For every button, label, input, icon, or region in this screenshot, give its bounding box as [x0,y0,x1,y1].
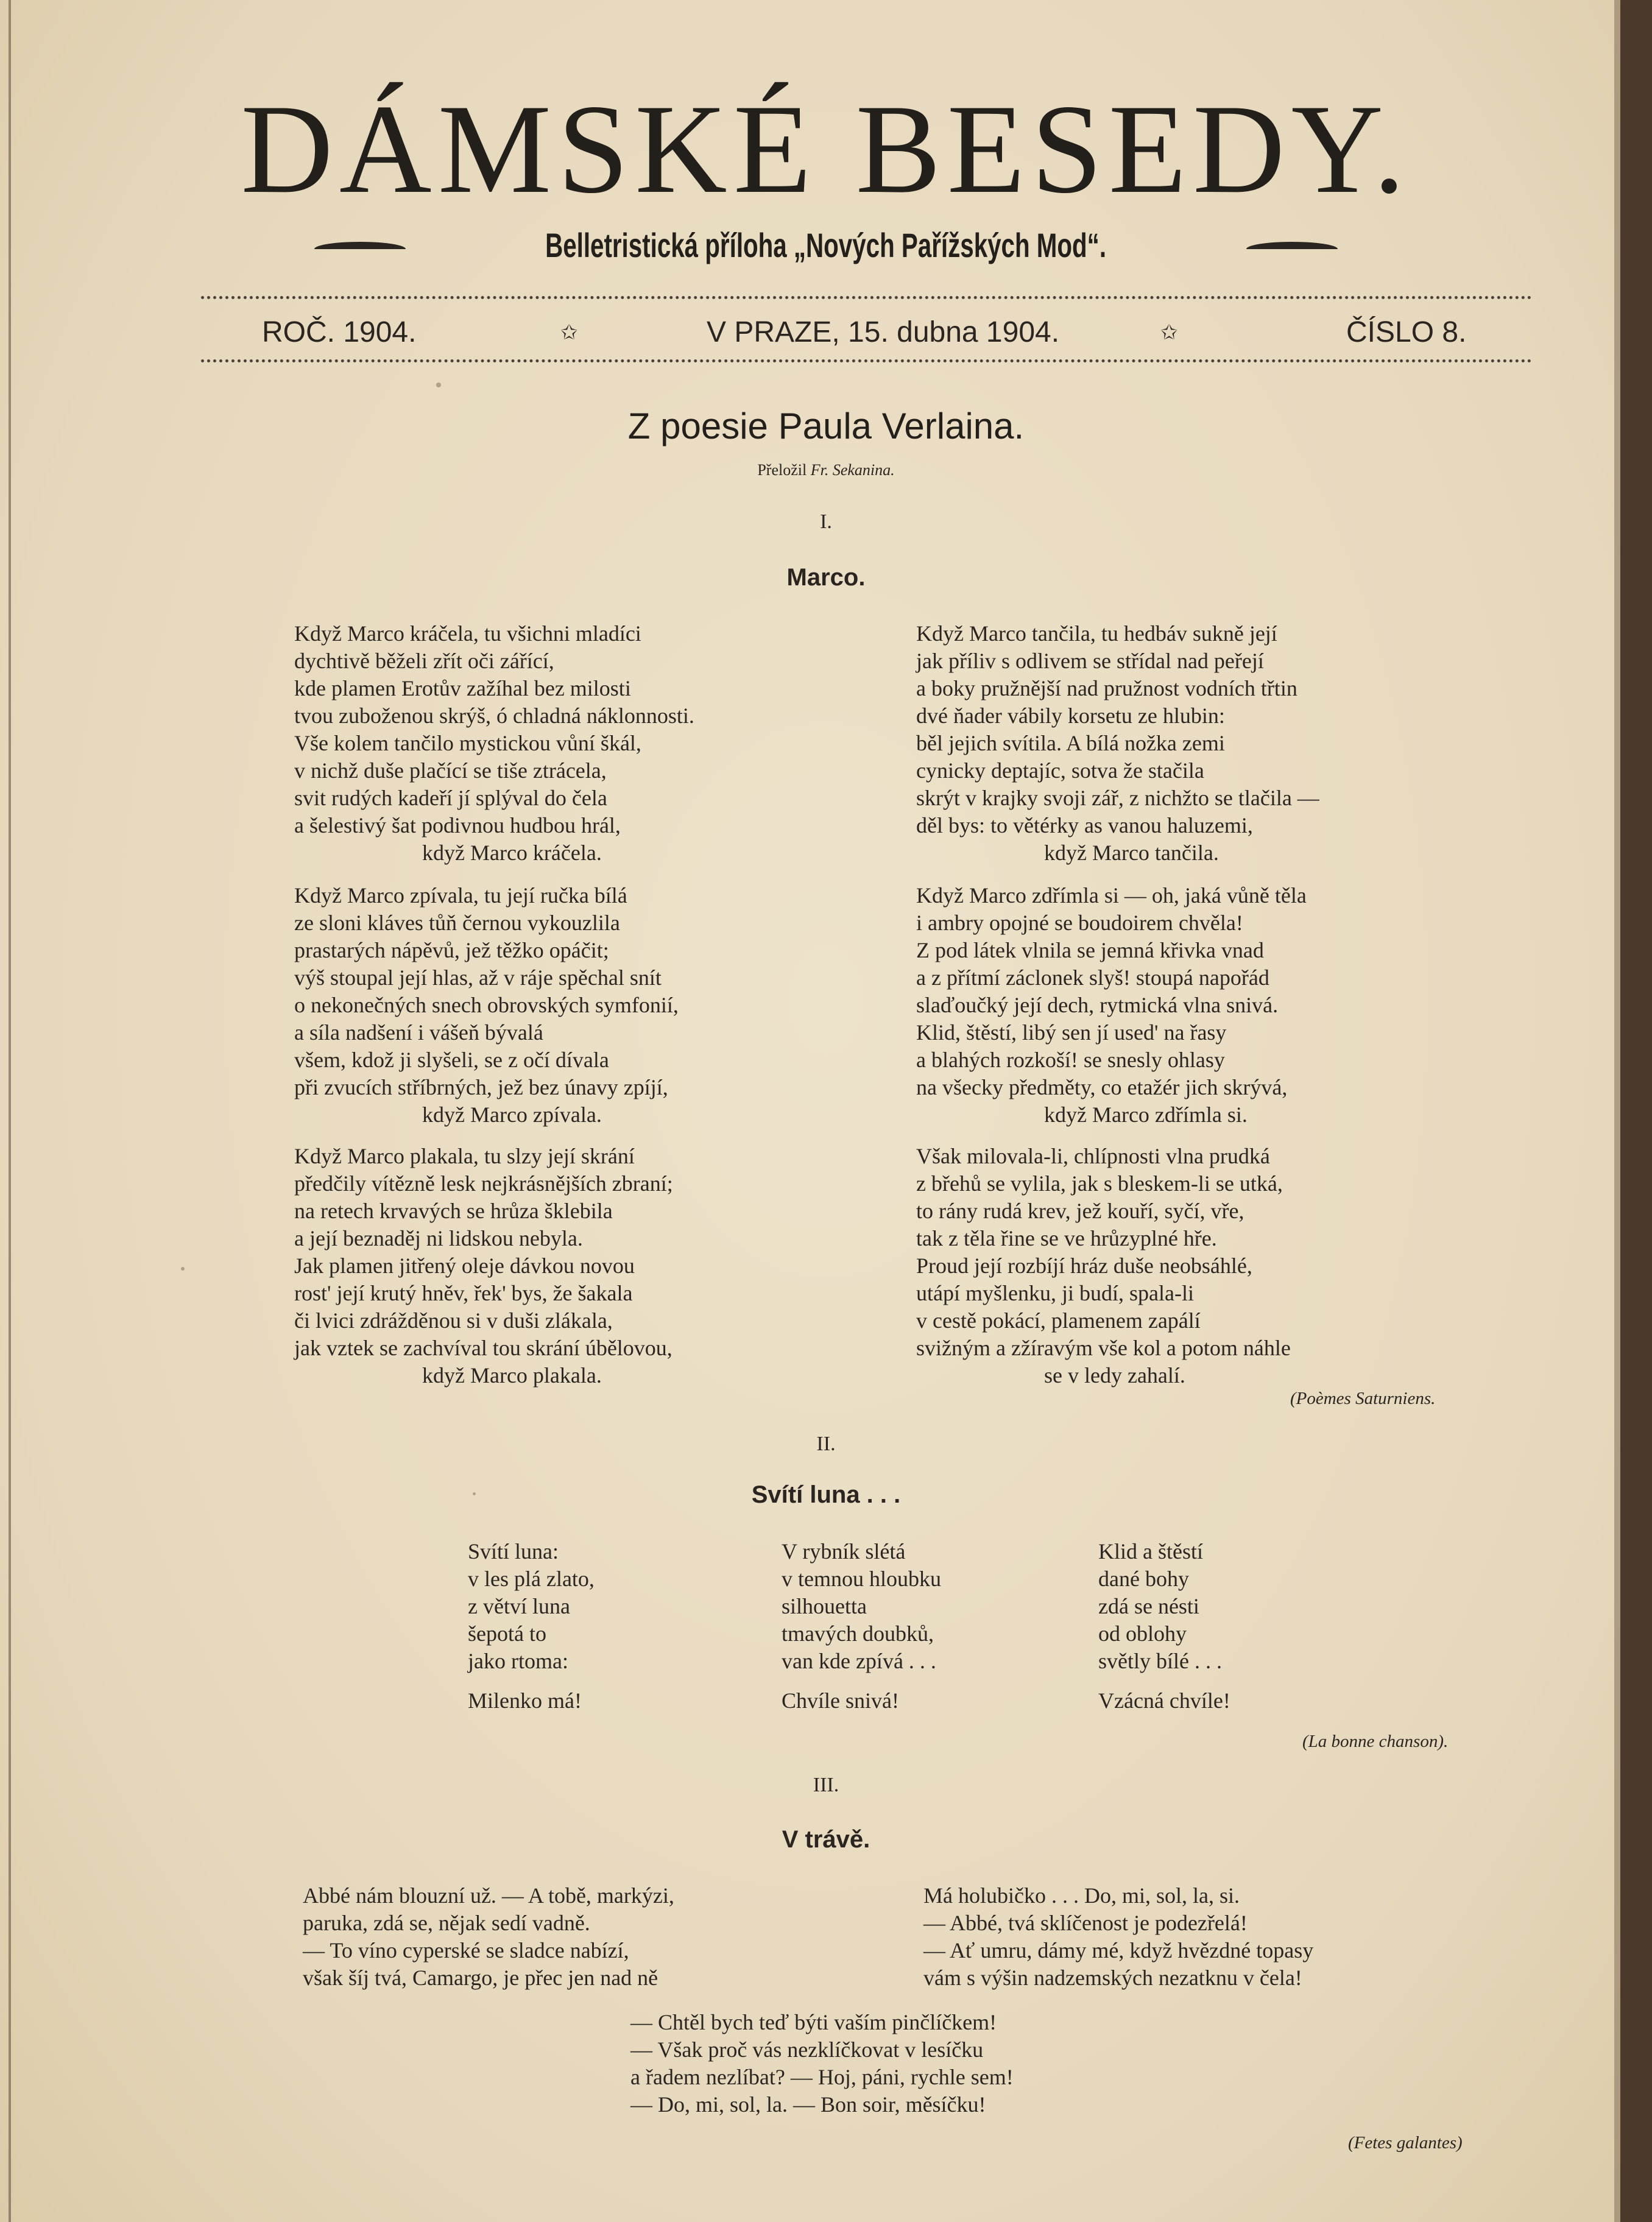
star-ornament-icon: ✩ [1160,321,1178,344]
refrain-line: Vzácná chvíle! [1098,1688,1230,1713]
translator-name: Fr. Sekanina. [810,461,895,479]
verse-line: dvé ňader vábily korsetu ze hlubin: [916,704,1225,728]
verse-line: vám s výšin nadzemských nezatknu v čela! [923,1966,1302,1990]
star-ornament-icon: ✩ [560,321,578,344]
verse-line: skrýt v krajky svoji zář, z nichžto se tlačila — [916,786,1319,810]
source-citation: (Fetes galantes) [1348,2133,1463,2153]
stanza [630,2009,1014,2118]
verse-line: běl jejich svítila. A bílá nožka zemi [916,731,1225,755]
article-title: Z poesie Paula Verlaina. [627,406,1025,446]
masthead-subtitle: Belletristická příloha „Nových Pařížských Mod“. [545,226,1107,264]
verse-line: slaďoučký její dech, rytmická vlna snivá. [916,993,1279,1017]
verse-line: — To víno cyperské se sladce nabízí, [303,1938,629,1963]
verse-line: z větví luna [468,1594,570,1618]
verse-line: z břehů se vylila, jak s bleskem-li se utká, [916,1171,1283,1196]
verse-line: a řadem nezlíbat? — Hoj, páni, rychle sem! [630,2065,1014,2089]
refrain-line: Milenko má! [468,1688,582,1713]
stanza [468,1538,595,1715]
refrain-line: když Marco zdřímla si. [1044,1102,1248,1127]
verse-line: všem, kdož ji slyšeli, se z očí dívala [294,1048,609,1072]
source-citation: (Poèmes Saturniens. [1290,1389,1436,1408]
verse-line: výš stoupal její hlas, až v ráje spěchal snít [294,965,662,990]
verse-line: na všecky předměty, co etažér jich skrývá, [916,1075,1288,1099]
verse-line: Když Marco tančila, tu hedbáv sukně její [916,621,1277,646]
verse-line: tak z těla řine se ve hrůzyplné hře. [916,1226,1217,1250]
verse-line: svižným a zžíravým vše kol a potom náhle [916,1336,1291,1360]
paper-speck [436,383,441,387]
verse-line: Svítí luna: [468,1539,559,1564]
verse-line: dané bohy [1098,1567,1189,1591]
verse-line: V rybník slétá [782,1539,906,1564]
verse-line: Z pod látek vlnila se jemná křivka vnad [916,938,1264,962]
verse-line: rost' její krutý hněv, řek' bys, že šakala [294,1281,633,1305]
verse-line: paruka, zdá se, nějak sedí vadně. [303,1911,590,1935]
masthead-title: DÁMSKÉ BESEDY. [241,79,1411,220]
verse-line: a šelestivý šat podivnou hudbou hrál, [294,813,621,838]
binding-edge [9,0,11,2222]
verse-line: — Však proč vás nezklíčkovat v lesíčku [630,2037,984,2062]
paper-speck [473,1492,476,1495]
verse-line: tmavých doubků, [782,1621,934,1646]
refrain-line: se v ledy zahalí. [1044,1363,1185,1388]
place-date: V PRAZE, 15. dubna 1904. [707,316,1060,348]
poem-title: V trávě. [782,1826,870,1853]
verse-line: od oblohy [1098,1621,1187,1646]
refrain-line: když Marco kráčela. [422,841,602,865]
refrain-line: když Marco zpívala. [422,1102,602,1127]
verse-line: — Do, mi, sol, la. — Bon soir, měsíčku! [630,2092,986,2117]
verse-line: dychtivě běželi zřít oči zářící, [294,649,554,673]
verse-line: Abbé nám blouzní už. — A tobě, markýzi, [303,1883,674,1908]
verse-line: na retech krvavých se hrůza šklebila [294,1199,613,1223]
verse-line: a síla nadšení i vášeň bývalá [294,1020,543,1045]
verse-line: jak vztek se zachvíval tou skrání úbělovou, [294,1336,672,1360]
stanza [916,620,1319,867]
verse-line: Však milovala-li, chlípnosti vlna prudká [916,1144,1270,1168]
verse-line: ze sloni kláves tůň černou vykouzlila [294,911,620,935]
verse-line: — Chtěl bych teď býti vaším pinčlíčkem! [630,2010,997,2034]
verse-line: Má holubičko . . . Do, mi, sol, la, si. [923,1883,1240,1908]
source-citation: (La bonne chanson). [1302,1732,1449,1751]
stanza [916,882,1307,1129]
verse-line: cynicky deptajíc, sotva že stačila [916,758,1204,783]
dateline [201,316,1532,352]
verse-line: o nekonečných snech obrovských symfonií, [294,993,679,1017]
verse-line: van kde zpívá . . . [782,1649,936,1673]
verse-line: Jak plamen jitřený oleje dávkou novou [294,1254,635,1278]
stanza [294,882,679,1129]
verse-line: či lvici zdrážděnou si v duši zlákala, [294,1308,613,1333]
verse-line: Když Marco plakala, tu slzy její skrání [294,1144,635,1168]
poem-title: Marco. [786,564,866,591]
page-edge-shadow [1614,0,1620,2222]
left-swash-ornament [314,242,406,249]
verse-line: předčily vítězně lesk nejkrásnějších zbraní; [294,1171,673,1196]
stanza [294,1143,673,1389]
stanza [782,1538,941,1715]
verse-line: prastarých nápěvů, jež těžko opáčit; [294,938,609,962]
verse-line: i ambry opojné se boudoirem chvěla! [916,911,1243,935]
verse-line: kde plamen Erotův zažíhal bez milosti [294,676,631,700]
verse-line: však šíj tvá, Camargo, je přec jen nad ně [303,1966,658,1990]
masthead-subtitle-row [0,225,1652,265]
verse-line: v temnou hloubku [782,1567,941,1591]
verse-line: Klid a štěstí [1098,1539,1203,1564]
right-swash-ornament [1246,242,1338,249]
verse-line: v les plá zlato, [468,1567,595,1591]
verse-line: to rány rudá krev, jež kouří, syčí, vře, [916,1199,1244,1223]
stanza [303,1882,674,1992]
verse-line: v cestě pokácí, plamenem zapálí [916,1308,1201,1333]
section-number: I. [820,510,832,533]
verse-line: jako rtoma: [468,1649,568,1673]
verse-line: v nichž duše plačící se tiše ztrácela, [294,758,607,783]
refrain-line: když Marco tančila. [1044,841,1219,865]
dateline-bottom-rule [201,359,1532,362]
verse-line: utápí myšlenku, ji budí, spala-li [916,1281,1194,1305]
refrain-line: Chvíle snivá! [782,1688,899,1713]
verse-line: silhouetta [782,1594,867,1618]
verse-line: Proud její rozbíjí hráz duše neobsáhlé, [916,1254,1252,1278]
verse-line: při zvucích stříbrných, jež bez únavy zpíjí, [294,1075,668,1099]
verse-line: — Abbé, tvá sklíčenost je podezřelá! [923,1911,1248,1935]
refrain-line: když Marco plakala. [422,1363,602,1388]
verse-line: tvou zuboženou skrýš, ó chladná náklonnosti. [294,704,694,728]
verse-line: — Ať umru, dámy mé, když hvězdné topasy [923,1938,1314,1963]
verse-line: a boky pružnější nad pružnost vodních třtin [916,676,1297,700]
stanza [1098,1538,1230,1715]
stanza [923,1882,1313,1992]
verse-line: děl bys: to větérky as vanou haluzemi, [916,813,1253,838]
verse-line: a z přítmí záclonek slyš! stoupá napořád [916,965,1269,990]
verse-line: jak příliv s odlivem se střídal nad peřejí [916,649,1264,673]
paper-speck [181,1267,185,1271]
section-number: III. [813,1774,839,1796]
verse-line: a blahých rozkoší! se snesly ohlasy [916,1048,1225,1072]
verse-line: Když Marco kráčela, tu všichni mladíci [294,621,641,646]
poem-title: Svítí luna . . . [751,1481,901,1508]
volume-year: ROČ. 1904. [262,316,417,348]
verse-line: a její beznaděj ni lidskou nebyla. [294,1226,583,1250]
verse-line: svit rudých kadeří jí splýval do čela [294,786,607,810]
verse-line: světly bílé . . . [1098,1649,1222,1673]
stanza [916,1143,1291,1389]
translator-prefix: Přeložil [757,461,807,479]
verse-line: Když Marco zdřímla si — oh, jaká vůně těla [916,883,1307,908]
verse-line: Vše kolem tančilo mystickou vůní škál, [294,731,641,755]
page-edge [1620,0,1652,2222]
verse-line: Když Marco zpívala, tu její ručka bílá [294,883,627,908]
dateline-top-rule [201,296,1532,299]
issue-number: ČÍSLO 8. [1346,316,1467,348]
translator-credit [0,461,1652,479]
verse-line: Klid, štěstí, libý sen jí used' na řasy [916,1020,1227,1045]
verse-line: šepotá to [468,1621,546,1646]
section-number: II. [816,1433,836,1455]
stanza [294,620,694,867]
verse-line: zdá se nésti [1098,1594,1199,1618]
